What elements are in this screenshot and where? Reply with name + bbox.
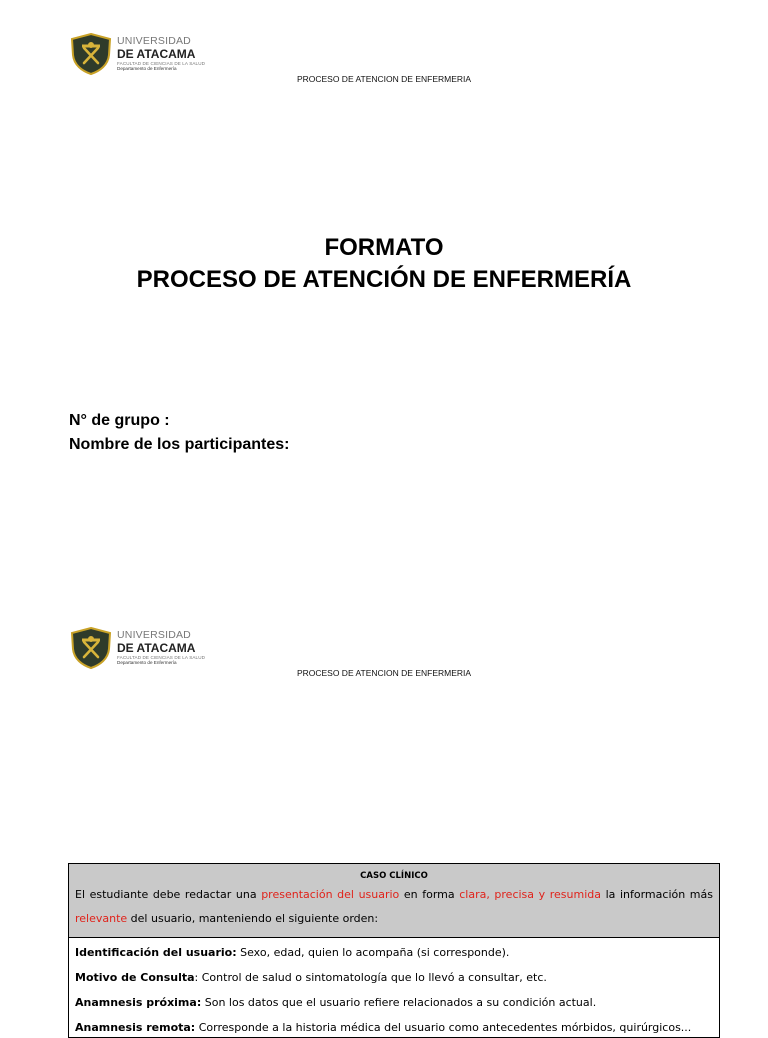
group-number-label: N° de grupo : (69, 412, 170, 429)
university-logo (70, 33, 205, 75)
title-line-formato: FORMATO (324, 234, 444, 261)
university-shield-icon (70, 33, 112, 75)
logo-line-universidad: UNIVERSIDAD (117, 629, 191, 642)
clinical-case-items (69, 938, 719, 1038)
university-logo-page2 (70, 627, 205, 669)
logo-line-departamento: Departamento de Enfermería (117, 66, 177, 72)
university-shield-icon (70, 627, 112, 669)
title-line-proceso: PROCESO DE ATENCIÓN DE ENFERMERÍA (136, 266, 632, 293)
clinical-case-table (68, 863, 720, 1038)
document-title (0, 232, 768, 296)
case-item-motivo: Motivo de Consulta: Control de salud o sintomatología que lo llevó a consultar, etc. (75, 971, 547, 984)
logo-line-atacama: DE ATACAMA (117, 46, 196, 61)
logo-line-departamento: Departamento de Enfermería (117, 660, 177, 666)
page-header-text: PROCESO DE ATENCION DE ENFERMERIA (296, 74, 472, 84)
logo-line-universidad: UNIVERSIDAD (117, 35, 191, 48)
logo-line-facultad: FACULTAD DE CIENCIAS DE LA SALUD (117, 60, 206, 66)
clinical-case-instructions: El estudiante debe redactar una presentación del usuario en forma clara, precisa y resumida la información más relevante del usuario, manteniendo el siguiente orden: (75, 888, 713, 925)
case-item-identificacion: Identificación del usuario: Sexo, edad, quien lo acompaña (si corresponde). (75, 946, 510, 959)
participants-label: Nombre de los participantes: (69, 436, 290, 453)
logo-line-facultad: FACULTAD DE CIENCIAS DE LA SALUD (117, 654, 206, 660)
page-header-text: PROCESO DE ATENCION DE ENFERMERIA (296, 668, 472, 678)
case-item-anamnesis-remota: Anamnesis remota: Corresponde a la historia médica del usuario como antecedentes mórbidos, quirúrgicos... (75, 1021, 692, 1034)
case-item-anamnesis-proxima: Anamnesis próxima: Son los datos que el usuario refiere relacionados a su condición actual. (75, 996, 597, 1009)
clinical-case-title: CASO CLÍNICO (360, 871, 428, 881)
logo-line-atacama: DE ATACAMA (117, 640, 196, 655)
clinical-case-header (69, 864, 719, 938)
